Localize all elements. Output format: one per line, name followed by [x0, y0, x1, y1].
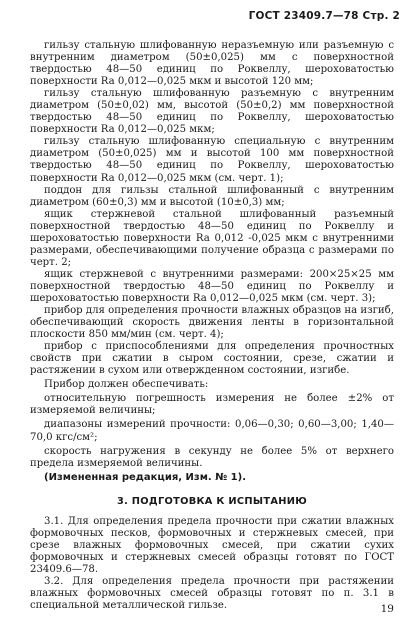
requirements-intro: Прибор должен обеспечивать:: [44, 379, 209, 391]
page-header: ГОСТ 23409.7—78 Стр. 2: [248, 10, 400, 22]
amendment-note: (Измененная редакция, Изм. № 1).: [44, 471, 247, 483]
clause-3-2: 3.2. Для определения предела прочности при растяжении влажных формовочных смесей образцы готовят по п. 3.1 в специальной металлической гильзе.: [30, 575, 394, 612]
document-body: [30, 40, 394, 612]
requirement-ranges: диапазоны измерений прочности: 0,06—0,30; 0,60—3,00; 1,40—70,0 кгс/см²;: [30, 419, 394, 443]
requirement-error: относительную погрешность измерения не более ±2% от измеряемой величины;: [30, 393, 394, 417]
paragraph-sleeve-3: гильзу стальную шлифованную специальную с внутренним диаметром (50±0,025) мм и высотой 100 мм поверхностной твердостью 48—50 единиц по Роквеллу, шероховатостью поверхности Ra 0,012—0,025 мкм (см. черт. 1);: [30, 136, 394, 184]
requirement-speed: скорость нагружения в секунду не более 5% от верхнего предела измеряемой величины.: [30, 445, 394, 469]
paragraph-tray: поддон для гильзы стальной шлифованный с внутренним диаметром (60±0,3) мм и высотой (10±0,3) мм;: [30, 184, 394, 208]
page-number: 19: [380, 603, 394, 615]
paragraph-core-box-2: ящик стержневой с внутренними размерами: 200×25×25 мм поверхностной твердостью 48—50 единиц по Роквеллу и шероховатостью поверхности Ra 0,012—0,025 мкм (см. черт. 3);: [30, 268, 394, 304]
paragraph-sleeve-1: гильзу стальную шлифованную неразъемную или разъемную с внутренним диаметром (50±0,025) мм с поверхностной твердостью 48—50 единиц по Роквеллу, шероховатостью поверхности Ra 0,012—0,025 мкм и высотой 120 мм;: [30, 40, 394, 88]
paragraph-core-box-1: ящик стержневой стальной шлифованный разъемный поверхностной твердостью 48—50 единиц по Роквеллу и шероховатостью поверхности Ra 0,012 -0,025 мкм с внутренними размерами, обеспечивающими получение образца с размерами по черт. 2;: [30, 208, 394, 268]
clause-3-1: 3.1. Для определения предела прочности при сжатии влажных формовочных песков, формовочных и стержневых смесей, при срезе влажных формовочных смесей, при сжатии сухих формовочных и стержневых смесей образцы готовят по ГОСТ 23409.6—78.: [30, 515, 394, 575]
paragraph-device-strength: прибор с приспособлениями для определения прочностных свойств при сжатии в сыром состоянии, срезе, сжатии и растяжении в сухом или отвержденном состоянии, изгибе.: [30, 341, 394, 377]
paragraph-device-bending: прибор для определения прочности влажных образцов на изгиб, обеспечивающий скорость движения ленты в горизонтальной плоскости 850 мм/мин (см. черт. 4);: [30, 305, 394, 341]
section-title: 3. ПОДГОТОВКА К ИСПЫТАНИЮ: [116, 495, 308, 507]
paragraph-sleeve-2: гильзу стальную шлифованную разъемную с внутренним диаметром (50±0,02) мм, высотой (50±0,2) мм поверхностной твердостью 48—50 единиц по Роквеллу, шероховатостью поверхности Ra 0,012—0,025 мкм;: [30, 88, 394, 136]
